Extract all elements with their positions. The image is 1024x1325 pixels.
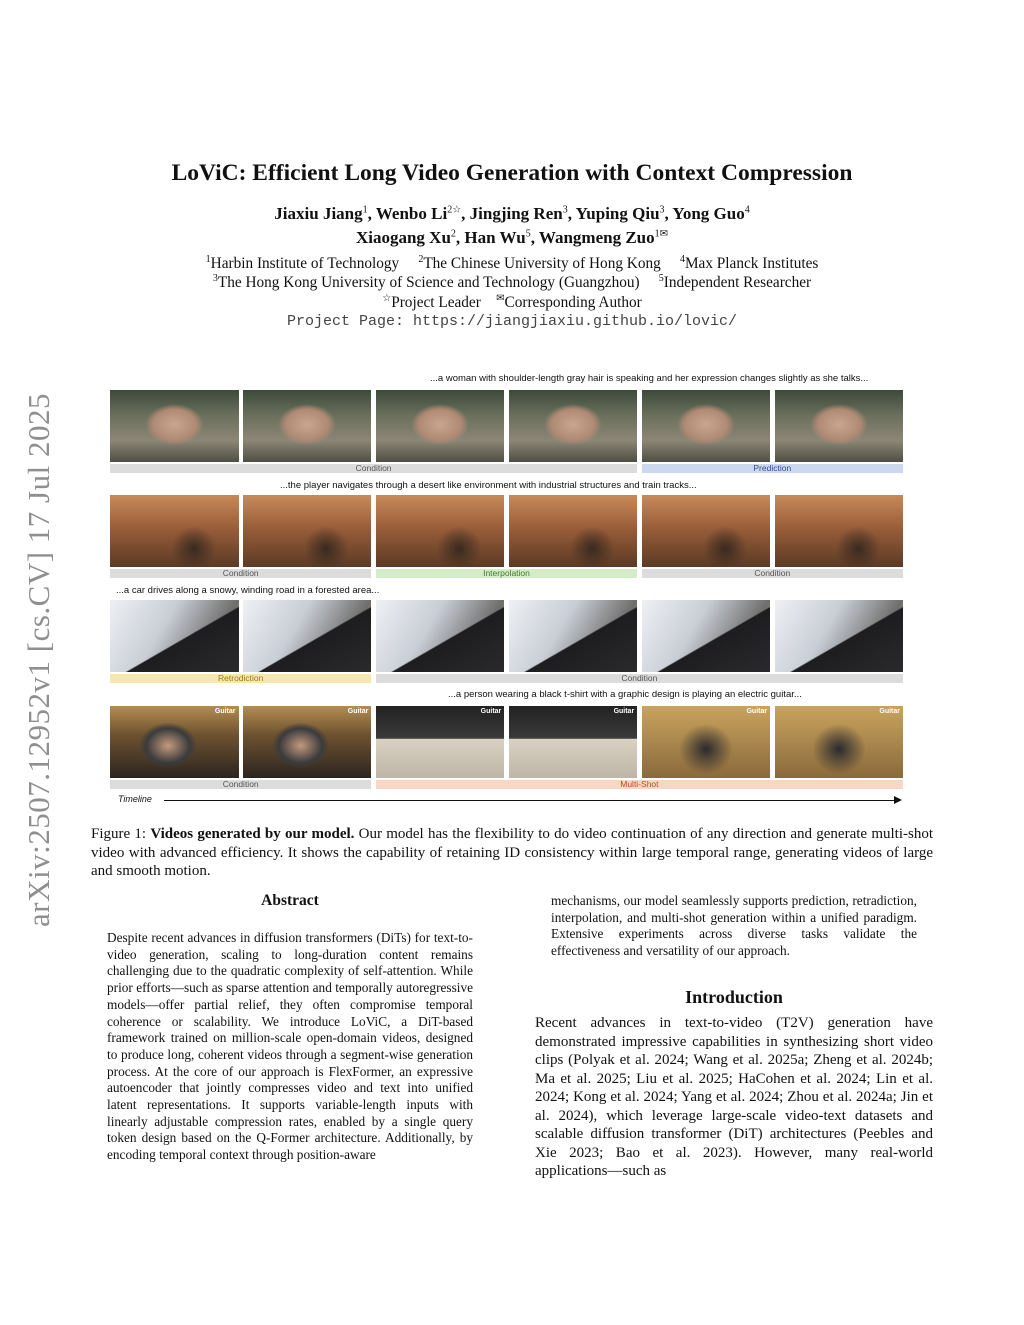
segment-bar-condition: Condition — [642, 569, 903, 578]
figure-caption — [91, 825, 933, 881]
arxiv-id: arXiv:2507.12952v1 [cs.CV] 17 Jul 2025 — [21, 393, 56, 927]
guitar-watermark: Guitar — [746, 708, 768, 715]
timeline-axis — [164, 800, 895, 801]
timeline-label: Timeline — [118, 794, 152, 804]
guitar-watermark: Guitar — [214, 708, 236, 715]
figure-1 — [110, 371, 903, 807]
guitarist-frame — [509, 706, 638, 778]
arxiv-stamp — [10, 375, 68, 945]
desert-game-frame — [376, 495, 505, 567]
woman-speaking-frame — [509, 390, 638, 462]
woman-speaking-frame — [642, 390, 771, 462]
affiliation: $^4$Max Planck Institutes — [679, 254, 819, 273]
row-caption: ...a person wearing a black t-shirt with a graphic design is playing an electric guitar... — [448, 689, 802, 700]
row-caption: ...a woman with shoulder-length gray hair is speaking and her expression changes slightly as she talks... — [430, 373, 869, 384]
introduction-heading: Introduction — [685, 987, 783, 1007]
author: Wenbo $Li^{2☆}$ — [375, 204, 462, 223]
paper-title: LoViC: Efficient Long Video Generation with Context Compression — [171, 160, 853, 186]
affiliation: $^2$The Chinese University of Hong Kong — [418, 254, 661, 273]
figure-caption-prefix: Figure 1: — [91, 826, 151, 842]
figure-caption-bold: Videos generated by our model. — [150, 826, 355, 842]
author-roles — [0, 293, 1024, 312]
author: Han Wu$^5$ — [464, 228, 531, 247]
affiliations-line-2 — [0, 273, 1024, 292]
snowy-road-frame — [509, 600, 638, 672]
guitarist-frame — [775, 706, 904, 778]
snowy-road-frame — [110, 600, 239, 672]
timeline-arrow-icon — [894, 796, 902, 804]
desert-game-frame — [243, 495, 372, 567]
introduction-body: Recent advances in text-to-video (T2V) generation have demonstrated impressive capabilities in synthesizing short video clips (Polyak et al. 2024; Wang et al. 2025a; Zheng et al. 2024b; Ma et al. 2025; Liu et al. 2025; HaCohen et al. 2024; Lin et al. 2024; Kong et al. 2024; Yang et al. 2024; Zhou et al. 2024a; Jin et al. 2024), which leverage large-scale video-text datasets and scalable diffusion transformer (DiT) architectures (Peebles and Xie 2023; Bao et al. 2023). However, many real-world applications—such as — [535, 1015, 933, 1179]
segment-bar-condition: Condition — [110, 569, 371, 578]
desert-game-frame — [110, 495, 239, 567]
woman-speaking-frame — [110, 390, 239, 462]
affiliation: $^1$Harbin Institute of Technology — [205, 254, 400, 273]
row-caption: ...the player navigates through a desert like environment with industrial structures and train tracks... — [280, 480, 697, 491]
segment-bar-condition: Condition — [110, 780, 371, 789]
guitarist-frame — [243, 706, 372, 778]
snowy-road-frame — [642, 600, 771, 672]
segment-bar-retrodiction: Retrodiction — [110, 674, 371, 683]
desert-game-frame — [775, 495, 904, 567]
author: Jingjing Ren$^3$ — [469, 204, 568, 223]
segment-bar-prediction: Prediction — [642, 464, 903, 473]
woman-speaking-frame — [775, 390, 904, 462]
snowy-road-frame — [243, 600, 372, 672]
snowy-road-frame — [775, 600, 904, 672]
author: Xiaogang Xu$^2$ — [355, 228, 456, 247]
abstract-body: Despite recent advances in diffusion transformers (DiTs) for text-to-video generation, scaling to long-duration content remains challenging due to the quadratic complexity of self-attention. While prior efforts—such as sparse attention and temporally autoregressive models—offer partial relief, they often compromise temporal coherence or scalability. We introduce LoViC, a DiT-based framework trained on million-scale open-domain videos, designed to produce long, coherent videos through a segment-wise generation process. At the core of our approach is FlexFormer, an expressive autoencoder that jointly compresses video and text into unified latent representations. It supports variable-length inputs with linearly adjustable compression rates, enabled by a single query token design based on the Q-Former architecture. Additionally, by encoding temporal context through position-aware — [107, 930, 473, 1163]
desert-game-frame — [509, 495, 638, 567]
snowy-road-frame — [376, 600, 505, 672]
guitarist-frame — [376, 706, 505, 778]
segment-bar-condition: Condition — [376, 674, 903, 683]
guitar-watermark: Guitar — [480, 708, 502, 715]
guitarist-frame — [110, 706, 239, 778]
segment-bar-multi-shot: Multi-Shot — [376, 780, 903, 789]
project-page-link[interactable]: Project Page: https://jiangjiaxiu.github.io/lovic/ — [286, 313, 738, 330]
role-project-leader: ☆Project Leader — [382, 293, 481, 312]
guitar-watermark: Guitar — [879, 708, 900, 715]
guitar-watermark: Guitar — [613, 708, 635, 715]
guitarist-frame — [642, 706, 771, 778]
role-corresponding-author: ✉Corresponding Author — [496, 293, 642, 312]
woman-speaking-frame — [243, 390, 372, 462]
woman-speaking-frame — [376, 390, 505, 462]
author: Jiaxiu Jiang$^1$ — [274, 204, 368, 223]
abstract-heading: Abstract — [261, 892, 319, 909]
segment-bar-condition: Condition — [110, 464, 637, 473]
affiliation: $^3$The Hong Kong University of Science and Technology (Guangzhou) — [212, 273, 640, 292]
author: Wangmeng Zuo$^{1✉}$ — [538, 228, 669, 247]
author: Yong Guo$^4$ — [672, 204, 750, 223]
row-caption: ...a car drives along a snowy, winding road in a forested area... — [116, 585, 380, 596]
segment-bar-interpolation: Interpolation — [376, 569, 637, 578]
guitar-watermark: Guitar — [347, 708, 369, 715]
authors-line-2: Xiaogang Xu$^2$, Han Wu$^5$, Wangmeng Zuo$^{1✉}$ — [355, 228, 669, 247]
affiliation: $^5$Independent Researcher — [658, 273, 812, 292]
abstract-body-continued: mechanisms, our model seamlessly supports prediction, retradiction, interpolation, and multi-shot generation within a unified paradigm. Extensive experiments across diverse tasks validate the effectiveness and versatility of our approach. — [551, 893, 917, 959]
desert-game-frame — [642, 495, 771, 567]
authors-line-1: Jiaxiu Jiang$^1$, Wenbo $Li^{2☆}$, Jingjing Ren$^3$, Yuping Qiu$^3$, Yong Guo$^4$ — [274, 204, 750, 223]
figure-caption-text: Our model has the flexibility to do video continuation of any direction and generate multi-shot video with advanced efficiency. It shows the capability of retaining ID consistency within large temporal range, generating videos of large and smooth motion. — [91, 826, 933, 879]
author: Yuping Qiu$^3$ — [575, 204, 665, 223]
affiliations-line-1 — [0, 254, 1024, 273]
